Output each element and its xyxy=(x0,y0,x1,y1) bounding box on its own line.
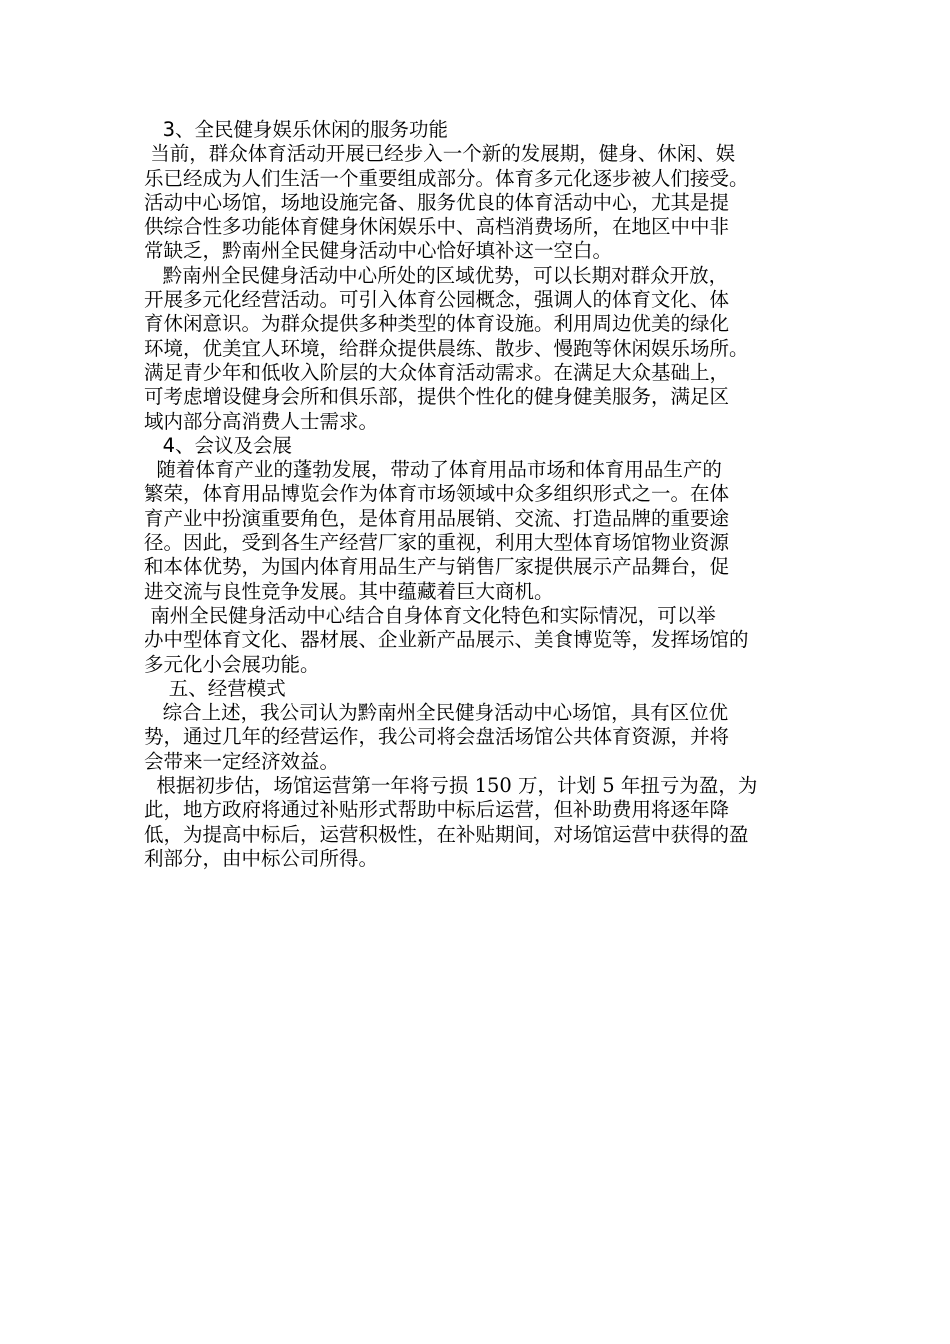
text-line: 低，为提高中标后，运营积极性，在补贴期间，对场馆运营中获得的盈 xyxy=(144,822,749,846)
text-line: 可考虑增设健身会所和俱乐部，提供个性化的健身健美服务，满足区 xyxy=(144,385,730,409)
text-line: 和本体优势，为国内体育用品生产与销售厂家提供展示产品舞台，促 xyxy=(144,555,730,579)
text-line: 育休闲意识。为群众提供多种类型的体育设施。利用周边优美的绿化 xyxy=(144,312,730,336)
text-line: 多元化小会展功能。 xyxy=(144,652,320,676)
text-line: 域内部分高消费人士需求。 xyxy=(144,409,379,433)
text-line: 开展多元化经营活动。可引入体育公园概念，强调人的体育文化、体 xyxy=(144,288,730,312)
section-conference-exhibition xyxy=(144,434,816,677)
document-body xyxy=(144,118,816,871)
section-heading: 4、会议及会展 xyxy=(144,433,293,457)
text-line: 满足青少年和低收入阶层的大众体育活动需求。在满足大众基础上， xyxy=(144,360,730,384)
text-line: 综合上述，我公司认为黔南州全民健身活动中心场馆，具有区位优 xyxy=(144,701,729,725)
text-line: 径。因此，受到各生产经营厂家的重视，利用大型体育场馆物业资源 xyxy=(144,531,730,555)
text-line: 育产业中扮演重要角色，是体育用品展销、交流、打造品牌的重要途 xyxy=(144,506,730,530)
section-business-model xyxy=(144,677,816,871)
text-line: 繁荣，体育用品博览会作为体育市场领域中众多组织形式之一。在体 xyxy=(144,482,730,506)
text-line: 环境，优美宜人环境，给群众提供晨练、散步、慢跑等休闲娱乐场所。 xyxy=(144,336,749,360)
text-line: 乐已经成为人们生活一个重要组成部分。体育多元化逐步被人们接受。 xyxy=(144,166,749,190)
text-line: 南州全民健身活动中心结合自身体育文化特色和实际情况，可以举 xyxy=(144,603,716,627)
text-line: 此，地方政府将通过补贴形式帮助中标后运营，但补助费用将逐年降 xyxy=(144,798,730,822)
text-line: 供综合性多功能体育健身休闲娱乐中、高档消费场所，在地区中中非 xyxy=(144,215,730,239)
text-line: 随着体育产业的蓬勃发展，带动了体育用品市场和体育用品生产的 xyxy=(144,458,722,482)
text-line: 常缺乏，黔南州全民健身活动中心恰好填补这一空白。 xyxy=(144,239,613,263)
text-line: 会带来一定经济效益。 xyxy=(144,749,340,773)
text-line: 当前，群众体育活动开展已经步入一个新的发展期，健身、休闲、娱 xyxy=(144,142,736,166)
text-line: 利部分，由中标公司所得。 xyxy=(144,846,379,870)
text-line: 进交流与良性竞争发展。其中蕴藏着巨大商机。 xyxy=(144,579,554,603)
text-line: 活动中心场馆，场地设施完备、服务优良的体育活动中心，尤其是提 xyxy=(144,190,730,214)
text-line: 办中型体育文化、器材展、企业新产品展示、美食博览等，发挥场馆的 xyxy=(144,628,749,652)
text-line: 黔南州全民健身活动中心所处的区域优势，可以长期对群众开放， xyxy=(144,263,729,287)
section-heading: 五、经营模式 xyxy=(144,676,286,700)
text-line: 势，通过几年的经营运作，我公司将会盘活场馆公共体育资源，并将 xyxy=(144,725,730,749)
section-heading: 3、全民健身娱乐休闲的服务功能 xyxy=(144,118,449,141)
text-line: 根据初步估，场馆运营第一年将亏损 150 万，计划 5 年扭亏为盈，为 xyxy=(144,774,758,798)
section-service-function xyxy=(144,118,816,434)
